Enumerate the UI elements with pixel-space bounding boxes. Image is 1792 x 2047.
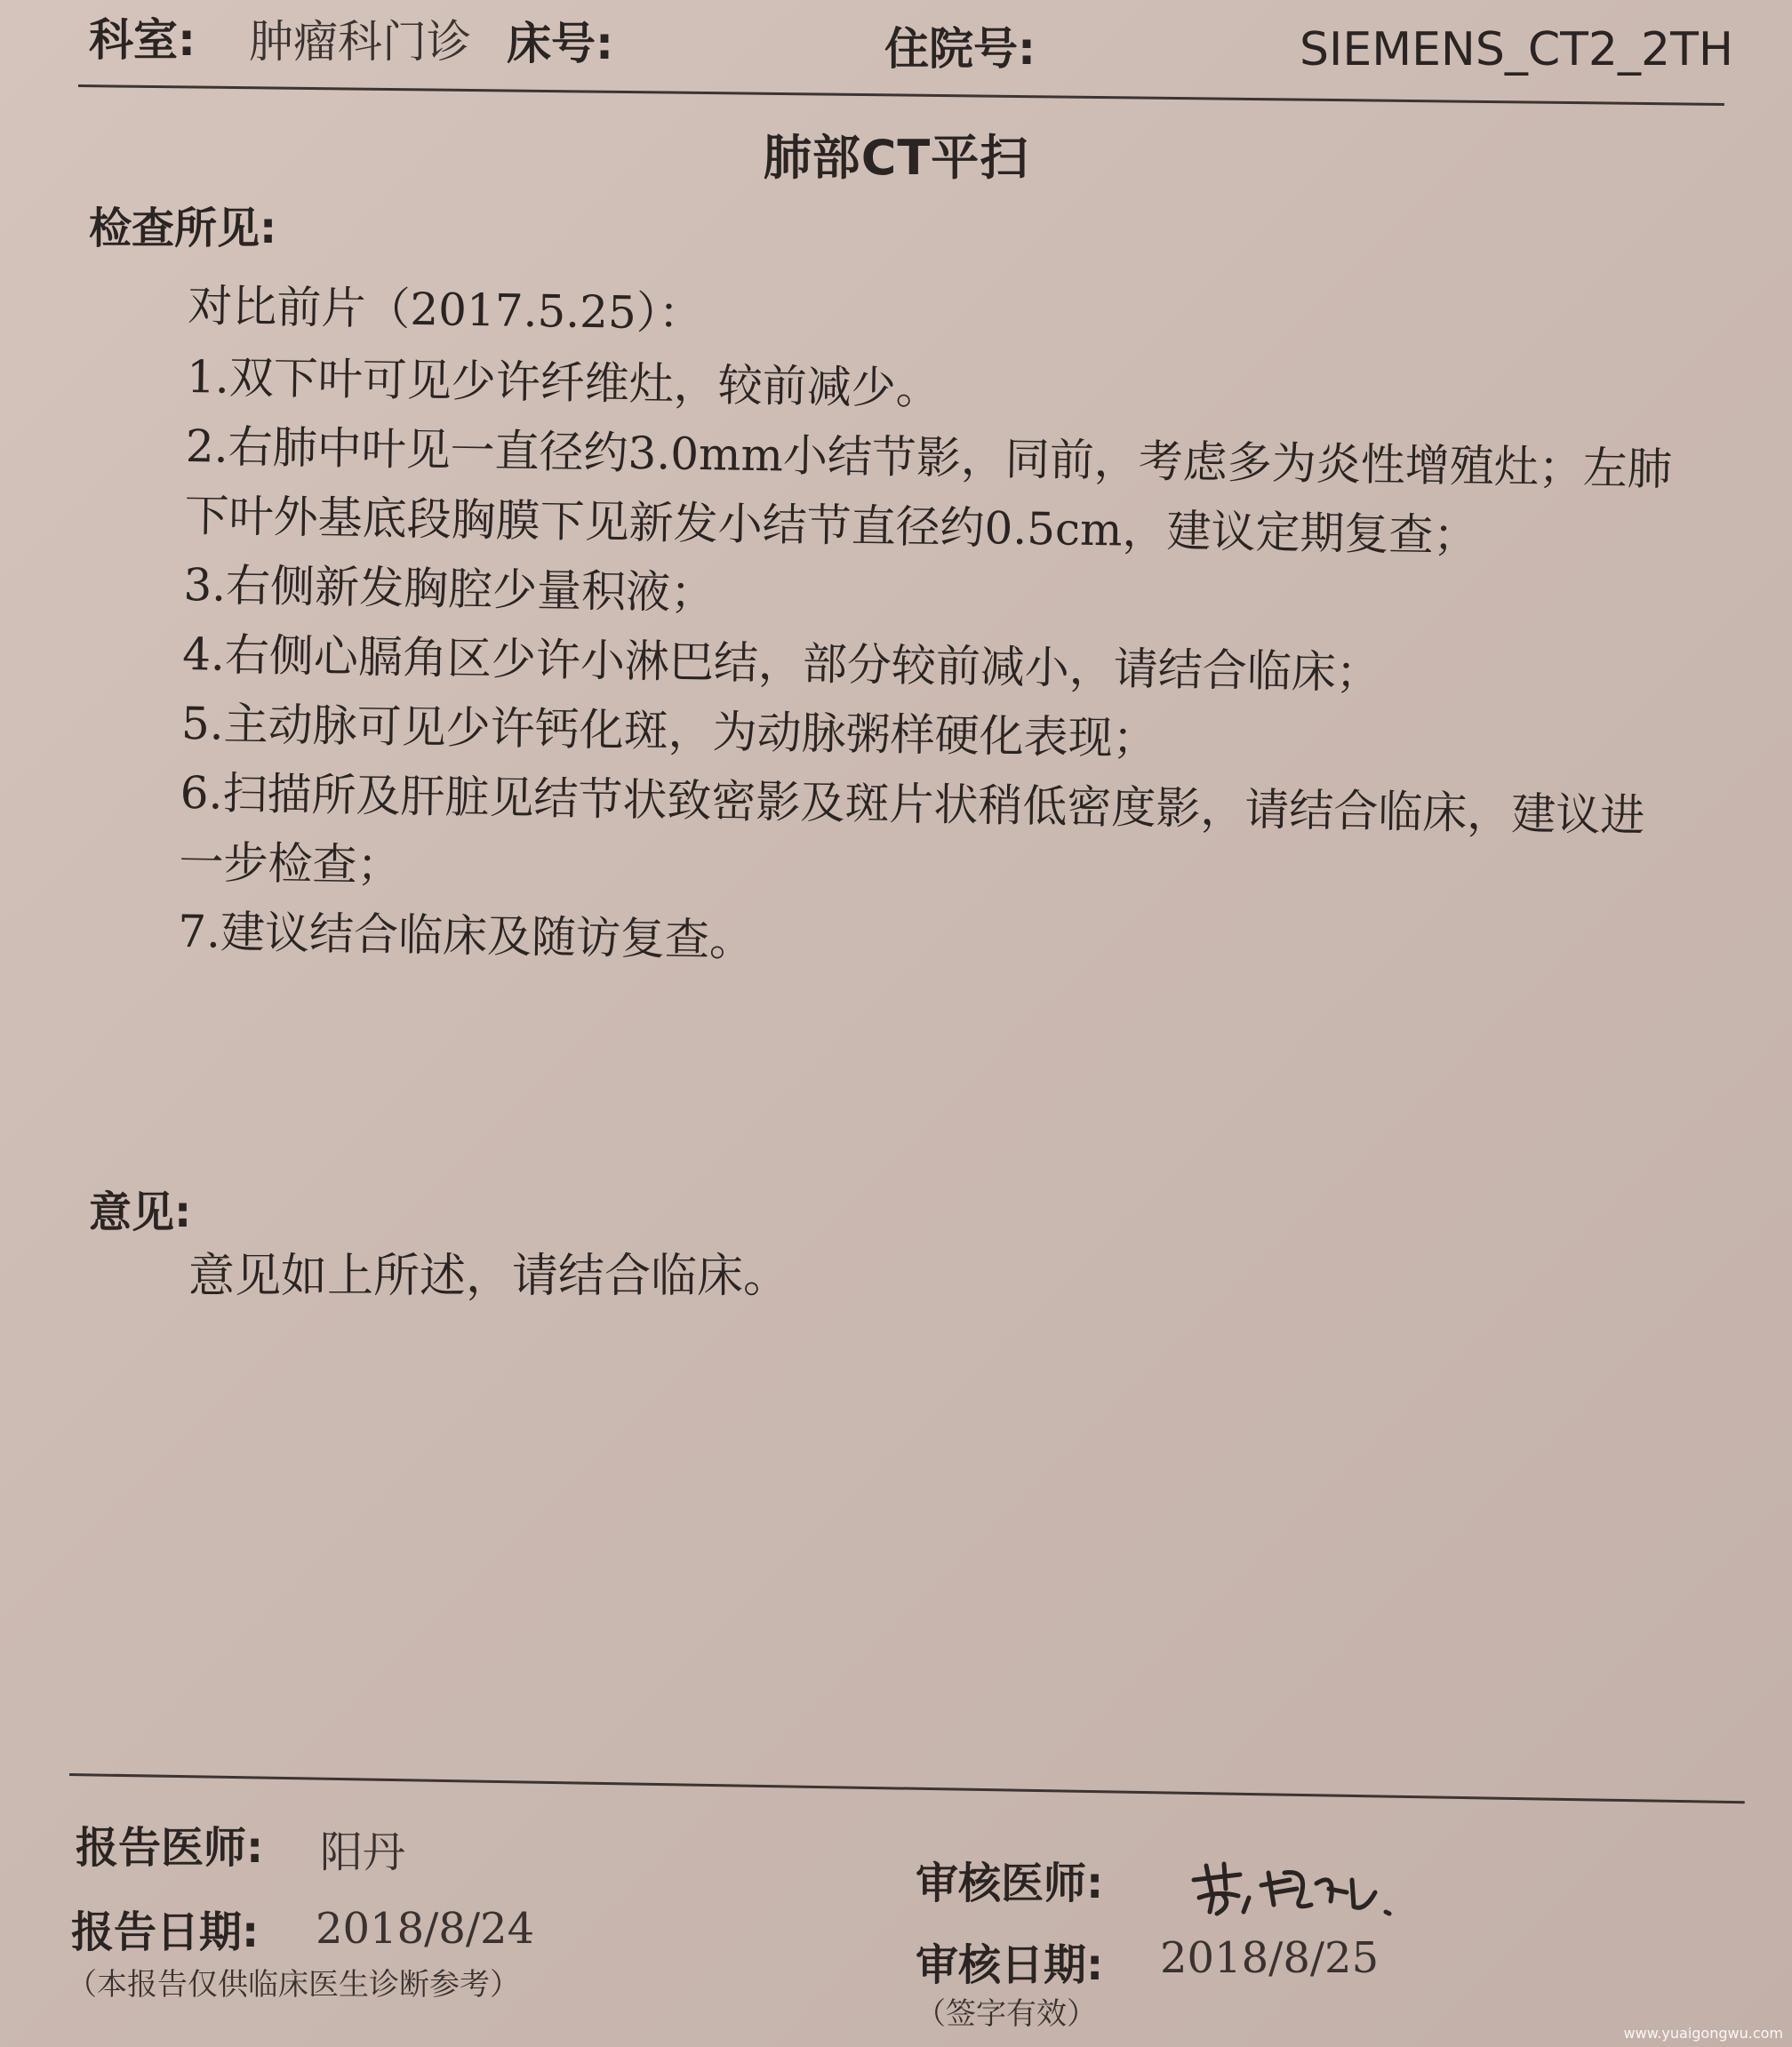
header-divider — [78, 84, 1724, 106]
finding-item-5: 5.主动脉可见少许钙化斑，为动脉粥样硬化表现； — [180, 697, 1158, 765]
admission-number-label: 住院号: — [884, 23, 1036, 75]
finding-item-7: 7.建议结合临床及随访复查。 — [177, 905, 755, 967]
finding-item-6: 6.扫描所及肝脏见结节状致密影及斑片状稍低密度影，请结合临床，建议进一步检查； — [179, 766, 1645, 892]
signature-validity-note: （签字有效） — [916, 1996, 1097, 2032]
watermark: www.yuaigongwu.com — [1623, 2025, 1783, 2042]
report-doctor-name: 阳丹 — [320, 1827, 406, 1877]
footer-divider — [69, 1773, 1745, 1803]
finding-item-1: 1.双下叶可见少许纤维灶，较前减少。 — [186, 350, 941, 415]
opinion-label: 意见: — [89, 1187, 192, 1237]
finding-item-2: 2.右肺中叶见一直径约3.0mm小结节影，同前，考虑多为炎性增殖灶；左肺下叶外基底段胸膜下见新发小结节直径约0.5cm，建议定期复查； — [184, 420, 1673, 562]
report-title: 肺部CT平扫 — [763, 130, 1029, 186]
review-date-value: 2018/8/25 — [1160, 1933, 1380, 1983]
department-value: 肿瘤科门诊 — [249, 16, 471, 68]
finding-item-3: 3.右侧新发胸腔少量积液； — [182, 558, 716, 620]
findings-label: 检查所见: — [89, 204, 277, 253]
department-label: 科室: — [89, 14, 196, 66]
opinion-text: 意见如上所述，请结合临床。 — [188, 1250, 790, 1303]
report-date-label: 报告日期: — [71, 1907, 260, 1957]
findings-intro: 对比前片（2017.5.25）： — [187, 279, 704, 340]
finding-item-4: 4.右侧心膈角区少许小淋巴结，部分较前减小，请结合临床； — [181, 628, 1381, 700]
findings-body — [178, 271, 1682, 989]
device-name: SIEMENS_CT2_2TH — [1300, 23, 1733, 76]
report-disclaimer: （本报告仅供临床医生诊断参考） — [67, 1967, 520, 2003]
report-date-value: 2018/8/24 — [316, 1904, 535, 1954]
report-doctor-label: 报告医师: — [76, 1823, 264, 1873]
bed-label: 床号: — [507, 18, 613, 69]
review-doctor-signature — [1187, 1853, 1400, 1924]
review-date-label: 审核日期: — [916, 1940, 1104, 1990]
review-doctor-label: 审核医师: — [916, 1859, 1104, 1908]
